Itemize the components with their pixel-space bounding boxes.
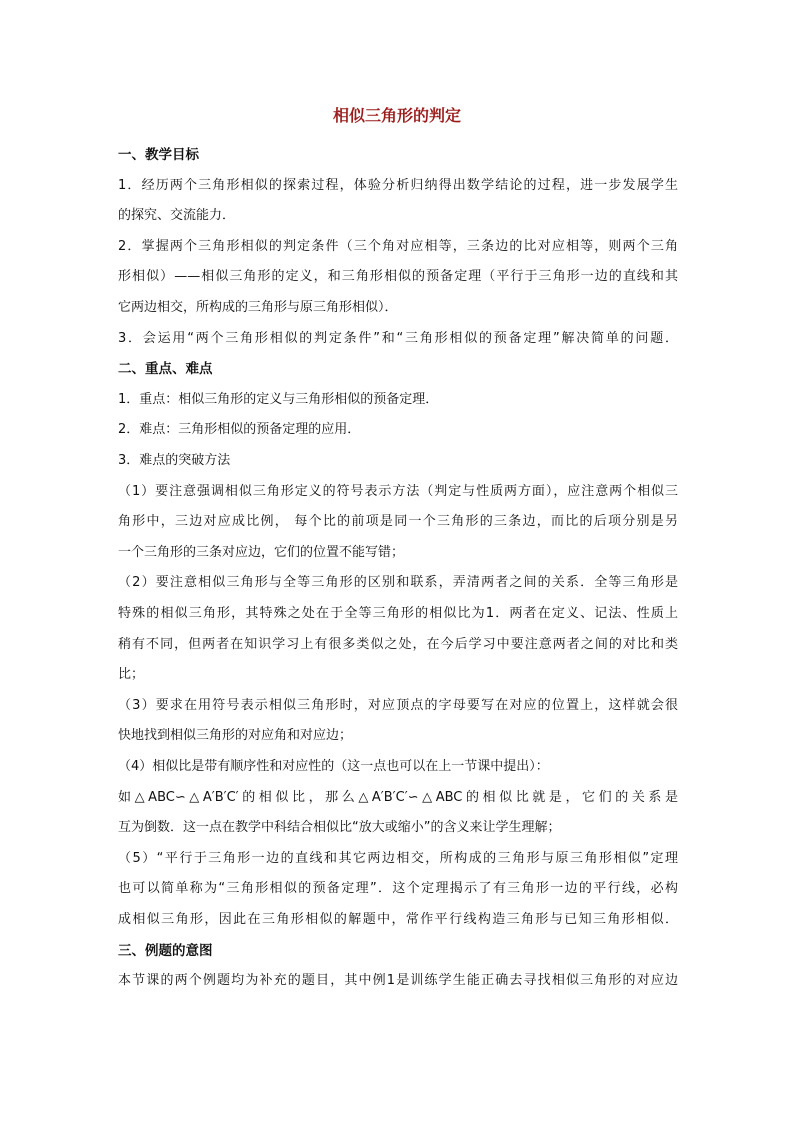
- section-heading: 二、重点、难点: [118, 361, 213, 378]
- text-line: 2．掌握两个三角形相似的判定条件（三个角对应相等，三条边的比对应相等，则两个三角: [118, 238, 678, 254]
- text-line: 特殊的相似三角形，其特殊之处在于全等三角形的相似比为1．两者在定义、记法、性质上: [118, 606, 678, 621]
- text-line: 3．会运用“两个三角形相似的判定条件”和“三角形相似的预备定理”解决简单的问题．: [118, 330, 678, 346]
- text-line: 一个三角形的三条对应边，它们的位置不能写错；: [118, 544, 405, 560]
- text-line: 稍有不同，但两者在知识学习上有很多类似之处，在今后学习中要注意两者之间的对比和类: [118, 636, 678, 652]
- text-line: 它两边相交，所构成的三角形与原三角形相似）．: [118, 300, 398, 315]
- text-line: 3．难点的突破方法: [118, 453, 231, 468]
- text-line: 本节课的两个例题均为补充的题目，其中例1是训练学生能正确去寻找相似三角形的对应边: [118, 973, 678, 989]
- section-heading: 三、例题的意图: [118, 942, 213, 959]
- text-line: 1．重点：相似三角形的定义与三角形相似的预备定理．: [118, 391, 439, 407]
- text-line: 的探究、交流能力．: [118, 208, 236, 224]
- text-line: 2．难点：三角形相似的预备定理的应用．: [118, 422, 361, 438]
- text-line: （2）要注意相似三角形与全等三角形的区别和联系，弄清两者之间的关系．全等三角形是: [118, 575, 678, 591]
- text-line: 成相似三角形，因此在三角形相似的解题中，常作平行线构造三角形与已知三角形相似．: [118, 912, 678, 927]
- section-heading: 一、教学目标: [118, 147, 199, 163]
- text-line: （5）“平行于三角形一边的直线和其它两边相交，所构成的三角形与原三角形相似”定理: [118, 850, 678, 866]
- text-line: 角形中，三边对应成比例， 每个比的前项是同一个三角形的三条边，而比的后项分别是另: [118, 514, 678, 530]
- text-line: （3）要求在用符号表示相似三角形时，对应顶点的字母要写在对应的位置上，这样就会很: [118, 697, 678, 713]
- text-line: （1）要注意强调相似三角形定义的符号表示方法（判定与性质两方面），应注意两个相似三: [118, 483, 678, 499]
- document-title: 相似三角形的判定: [332, 106, 461, 125]
- text-line: 比；: [118, 667, 145, 683]
- text-line: 也可以简单称为“三角形相似的预备定理”．这个定理揭示了有三角形一边的平行线，必构: [118, 881, 678, 897]
- text-line: 互为倒数．这一点在教学中科结合相似比“放大或缩小”的含义来让学生理解；: [118, 820, 561, 836]
- text-line: 形相似）——相似三角形的定义，和三角形相似的预备定理（平行于三角形一边的直线和其: [118, 269, 678, 285]
- text-line: （4）相似比是带有顺序性和对应性的（这一点也可以在上一节课中提出）：: [118, 759, 549, 774]
- text-line: 如△ABC∽△A′B′C′的相似比，那么△A′B′C′∽△ABC的相似比就是，它们的关系是: [118, 789, 678, 805]
- text-line: 快地找到相似三角形的对应角和对应边；: [118, 728, 353, 744]
- text-line: 1．经历两个三角形相似的探索过程，体验分析归纳得出数学结论的过程，进一步发展学生: [118, 177, 678, 193]
